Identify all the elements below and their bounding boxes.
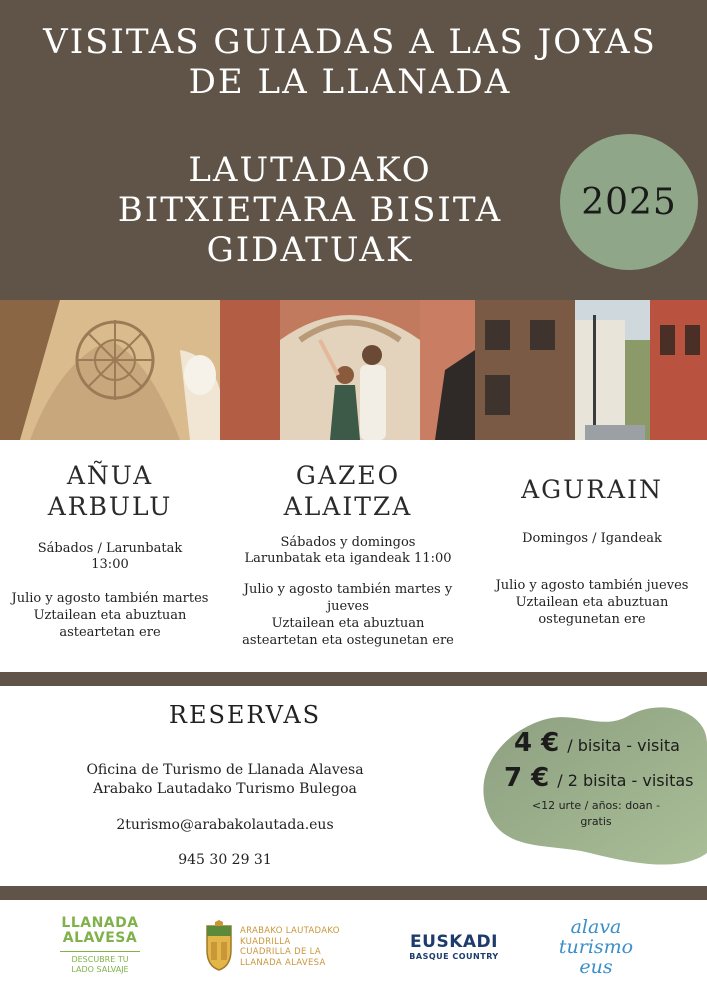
extra-es-line2: jueves <box>327 599 369 615</box>
title-spanish: VISITAS GUIADAS A LAS JOYAS DE LA LLANADA <box>43 22 657 103</box>
email-link[interactable]: 2turismo@arabakolautada.eus <box>116 817 334 833</box>
logos-footer <box>0 900 707 1000</box>
photo-strip <box>0 300 707 440</box>
town-name-line2: ALAITZA <box>283 492 413 522</box>
cuadrilla-text <box>240 926 340 969</box>
photo-street-view <box>475 300 707 440</box>
price-note-line1: <12 urte / años: doan - <box>531 799 661 812</box>
alava-line1: alava <box>570 916 622 938</box>
extra-eu-line2: asteartetan eta ostegunetan ere <box>242 632 454 648</box>
divider-bottom <box>0 886 707 900</box>
title-basque: LAUTADAKO BITXIETARA BISITA GIDATUAK <box>117 150 503 271</box>
euskadi-sub: BASQUE COUNTRY <box>409 952 499 961</box>
price-double-label: / 2 bisita - visitas <box>557 771 694 790</box>
header-banner <box>0 0 707 300</box>
schedule-line1: Sábados y domingos <box>280 534 416 550</box>
extra-es: Julio y agosto también martes <box>11 591 209 607</box>
extra-eu-line2: asteartetan ere <box>59 625 161 641</box>
cuadrilla-line1: ARABAKO LAUTADAKO <box>240 926 340 936</box>
town-gazeo-alaitza <box>230 440 466 650</box>
extra-eu-line1: Uztailean eta abuztuan <box>515 595 669 611</box>
year-badge: 2025 <box>560 134 698 270</box>
alava-line3: eus <box>579 955 613 978</box>
schedule-line2: Larunbatak eta igandeak 11:00 <box>244 551 452 567</box>
reservas-title: RESERVAS <box>168 701 322 729</box>
cuadrilla-line2: KUADRILLA <box>240 936 291 947</box>
towns-section <box>0 440 707 672</box>
llanada-alavesa-logo <box>60 916 140 975</box>
cuadrilla-line3: CUADRILLA DE LA <box>240 947 321 958</box>
town-name-line1: GAZEO <box>295 461 401 490</box>
photo-vaulted-ceiling <box>0 300 220 440</box>
town-name-line1: AGURAIN <box>521 475 663 504</box>
extra-es: Julio y agosto también jueves <box>495 578 689 594</box>
town-anua-arbulu <box>0 440 220 642</box>
price-note <box>496 798 696 830</box>
schedule-line2: 13:00 <box>91 557 129 573</box>
alava-turismo-logo <box>546 918 646 978</box>
llanada-logo-line1: LLANADA <box>61 915 139 931</box>
cuadrilla-logo <box>203 920 343 976</box>
office-spanish: Oficina de Turismo de Llanada Alavesa <box>86 762 364 778</box>
llanada-tag2: LADO SALVAJE <box>71 964 129 974</box>
price-note-line2: gratis <box>580 814 612 828</box>
price-double-value: 7 € <box>504 763 550 793</box>
llanada-tag1: DESCUBRE TU <box>71 955 129 965</box>
extra-eu-line1: Uztailean eta abuztuan <box>33 608 187 624</box>
price-single <box>514 728 680 758</box>
photo-couple-in-church <box>220 300 475 440</box>
town-agurain <box>477 440 707 629</box>
price-double <box>504 763 694 793</box>
schedule-line1: Sábados / Larunbatak <box>37 540 183 556</box>
town-name-line2: ARBULU <box>47 492 173 522</box>
llanada-tagline <box>60 951 140 974</box>
price-single-value: 4 € <box>514 728 560 758</box>
shield-icon <box>203 920 235 972</box>
extra-es-line1: Julio y agosto también martes y <box>243 582 453 598</box>
llanada-logo-line2: ALAVESA <box>62 929 138 946</box>
phone-number[interactable]: 945 30 29 31 <box>178 852 272 868</box>
schedule-line1: Domingos / Igandeak <box>522 531 662 547</box>
town-name-line1: AÑUA <box>66 461 154 490</box>
extra-eu-line2: ostegunetan ere <box>538 611 646 627</box>
divider-top <box>0 672 707 686</box>
euskadi-main: EUSKADI <box>410 932 498 952</box>
alava-line2: turismo <box>558 935 634 958</box>
office-basque: Arabako Lautadako Turismo Bulegoa <box>93 781 357 797</box>
extra-eu-line1: Uztailean eta abuztuan <box>271 616 425 632</box>
cuadrilla-line4: LLANADA ALAVESA <box>240 957 326 968</box>
price-single-label: / bisita - visita <box>567 736 680 755</box>
euskadi-logo <box>404 932 504 961</box>
